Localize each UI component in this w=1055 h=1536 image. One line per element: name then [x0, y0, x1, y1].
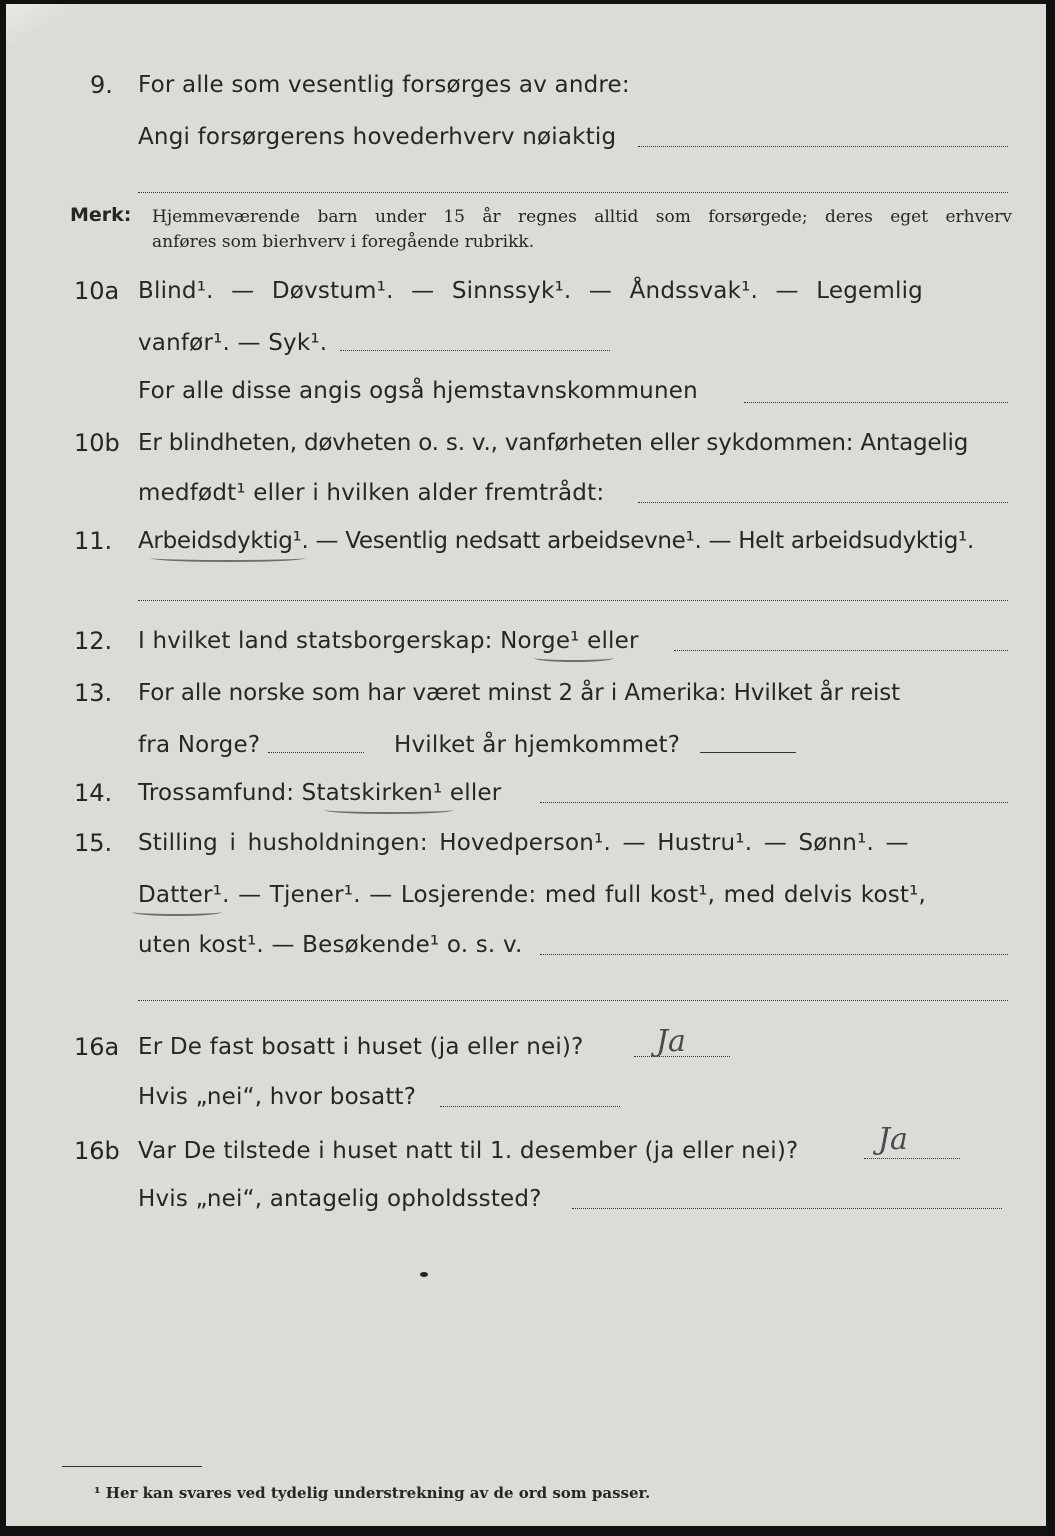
question-10a-line2 [6, 328, 1046, 368]
answer-line[interactable] [540, 802, 1008, 803]
question-15 [6, 828, 1046, 868]
question-text: For alle som vesentlig forsørges av andre: [138, 72, 630, 98]
question-text: Blind¹. — Døvstum¹. — Sinnssyk¹. — Åndssvak¹. — Legemlig [138, 278, 923, 304]
answer-line[interactable] [700, 752, 796, 753]
ink-mark [420, 1272, 428, 1277]
page-corner [6, 4, 76, 44]
note-text: Hjemmeværende barn under 15 år regnes alltid som forsørgede; deres eget erhverv [152, 207, 1012, 227]
handwritten-answer: Ja [656, 1024, 686, 1059]
answer-line[interactable] [268, 752, 364, 753]
question-number: 16b [74, 1137, 120, 1165]
census-form-page [6, 4, 1046, 1526]
question-14 [6, 778, 1046, 818]
answer-line[interactable] [138, 1000, 1008, 1001]
question-9 [6, 70, 1046, 110]
question-text: Datter¹. — Tjener¹. — Losjerende: med full kost¹, med delvis kost¹, [138, 882, 927, 908]
question-number: 16a [74, 1033, 120, 1061]
handwritten-answer: Ja [878, 1122, 908, 1157]
question-16b [6, 1122, 1046, 1176]
footnote: ¹ Her kan svares ved tydelig understrekning av de ord som passer. [94, 1484, 651, 1502]
question-13 [6, 678, 1046, 718]
handwritten-underline [324, 806, 454, 814]
question-number: 10b [74, 429, 120, 457]
question-16a-line2 [6, 1082, 1046, 1122]
answer-line[interactable] [440, 1106, 620, 1107]
question-10b-line2 [6, 478, 1046, 518]
question-text: Hvis „nei“, hvor bosatt? [138, 1084, 417, 1110]
question-number: 13. [74, 679, 113, 707]
question-text: Stilling i husholdningen: Hovedperson¹. — Hustru¹. — Sønn¹. — [138, 830, 909, 856]
footnote-divider [62, 1466, 202, 1467]
handwritten-underline [132, 908, 222, 916]
question-text: For alle disse angis også hjemstavnskommunen [138, 378, 698, 404]
question-text: vanfør¹. — Syk¹. [138, 330, 328, 356]
question-text: Hvilket år hjemkommet? [394, 732, 681, 758]
question-text: Arbeidsdyktig¹. — Vesentlig nedsatt arbeidsevne¹. — Helt arbeidsudyktig¹. [138, 528, 974, 554]
question-text: uten kost¹. — Besøkende¹ o. s. v. [138, 932, 523, 958]
answer-line[interactable] [638, 502, 1008, 503]
question-text: Er blindheten, døvheten o. s. v., vanførheten eller sykdommen: Antagelig [138, 430, 969, 456]
question-number: 12. [74, 627, 113, 655]
question-13-line2 [6, 730, 1046, 770]
question-16b-line2 [6, 1184, 1046, 1224]
question-10a [6, 276, 1046, 316]
question-text: fra Norge? [138, 732, 261, 758]
answer-line[interactable] [744, 402, 1008, 403]
question-text: I hvilket land statsborgerskap: Norge¹ eller [138, 628, 639, 654]
question-number: 14. [74, 779, 113, 807]
answer-line[interactable] [674, 650, 1008, 651]
question-number: 11. [74, 527, 113, 555]
question-text: For alle norske som har været minst 2 år i Amerika: Hvilket år reist [138, 680, 901, 706]
question-text: Angi forsørgerens hovederhverv nøiaktig [138, 124, 617, 150]
question-9-line2 [6, 122, 1046, 162]
question-15-line2 [6, 880, 1046, 920]
note-label: Merk: [70, 204, 132, 226]
answer-line[interactable] [638, 146, 1008, 147]
answer-line[interactable] [138, 600, 1008, 601]
handwritten-underline [150, 554, 306, 562]
question-number: 9. [90, 71, 113, 99]
question-16a [6, 1024, 1046, 1072]
question-text: Trossamfund: Statskirken¹ eller [138, 780, 502, 806]
question-text: Er De fast bosatt i huset (ja eller nei)? [138, 1034, 584, 1060]
question-text: Var De tilstede i huset natt til 1. desember (ja eller nei)? [138, 1138, 799, 1164]
answer-line[interactable] [864, 1158, 960, 1159]
question-number: 15. [74, 829, 113, 857]
question-text: Hvis „nei“, antagelig opholdssted? [138, 1186, 542, 1212]
handwritten-underline [534, 654, 614, 662]
question-text: medfødt¹ eller i hvilken alder fremtrådt: [138, 480, 605, 506]
question-number: 10a [74, 277, 120, 305]
answer-line[interactable] [572, 1208, 1002, 1209]
question-12 [6, 626, 1046, 666]
question-10a-line3 [6, 376, 1046, 416]
answer-line[interactable] [340, 350, 610, 351]
question-15-line3 [6, 930, 1046, 970]
answer-line[interactable] [540, 954, 1008, 955]
note-text: anføres som bierhverv i foregående rubrikk. [152, 232, 535, 252]
answer-line[interactable] [138, 192, 1008, 193]
question-10b [6, 428, 1046, 468]
question-11 [6, 526, 1046, 566]
